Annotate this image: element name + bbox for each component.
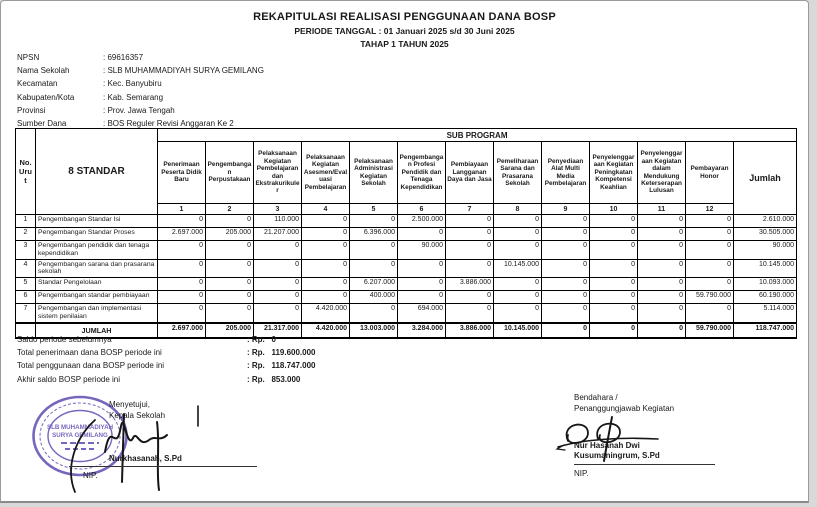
value-col-2: 0 [206, 241, 254, 260]
summary-label: Akhir saldo BOSP periode ini [17, 374, 121, 384]
treasurer-role-label-2: Penanggungjawab Kegiatan [574, 404, 675, 413]
total-col-7: 3.886.000 [446, 323, 494, 338]
value-col-2: 0 [206, 291, 254, 304]
value-col-1: 0 [158, 278, 206, 291]
table-row [16, 259, 797, 278]
standar-name: Pengembangan dan implementasi sistem penilaian [36, 304, 158, 323]
info-label: Kecamatan [17, 79, 58, 89]
column-header-standar: 8 STANDAR [36, 129, 158, 215]
value-col-10: 0 [590, 291, 638, 304]
value-col-10: 0 [590, 215, 638, 228]
column-header-no: No. Urut [16, 129, 36, 215]
value-col-9: 0 [542, 259, 590, 278]
column-number-4: 4 [302, 204, 350, 215]
table-row [16, 241, 797, 260]
value-col-11: 0 [638, 291, 686, 304]
summary-row [17, 335, 316, 348]
summary-row [17, 348, 316, 361]
value-col-5: 0 [350, 241, 398, 260]
column-header-subprogram-12: Pembayaran Honor [686, 142, 734, 204]
total-col-6: 3.284.000 [398, 323, 446, 338]
value-col-2: 0 [206, 259, 254, 278]
value-col-12: 0 [686, 215, 734, 228]
grand-total: 118.747.000 [734, 323, 797, 338]
value-col-8: 0 [494, 304, 542, 323]
report-period: PERIODE TANGGAL : 01 Januari 2025 s/d 30 Juni 2025 [294, 26, 515, 36]
total-col-11: 0 [638, 323, 686, 338]
value-col-12: 0 [686, 259, 734, 278]
principal-role-label: Kepala Sekolah [109, 411, 166, 420]
total-col-5: 13.003.000 [350, 323, 398, 338]
value-col-7: 3.886.000 [446, 278, 494, 291]
standar-name: Pengembangan Standar Proses [36, 228, 158, 241]
info-value: : 69616357 [103, 53, 144, 62]
column-number-5: 5 [350, 204, 398, 215]
value-col-3: 0 [254, 304, 302, 323]
stamp-text-line2: SURYA GEMILANG [52, 432, 108, 439]
report-title: REKAPITULASI REALISASI PENGGUNAAN DANA BOSP [253, 11, 556, 23]
principal-name: Nurkhasanah, S.Pd [109, 454, 182, 463]
column-number-10: 10 [590, 204, 638, 215]
value-col-9: 0 [542, 241, 590, 260]
value-col-11: 0 [638, 228, 686, 241]
value-col-10: 0 [590, 278, 638, 291]
standar-name: Pengembangan standar pembiayaan [36, 291, 158, 304]
value-col-6: 90.000 [398, 241, 446, 260]
value-col-6: 0 [398, 278, 446, 291]
value-col-7: 0 [446, 215, 494, 228]
total-col-10: 0 [590, 323, 638, 338]
column-header-subprogram-1: Penerimaan Peserta Didik Baru [158, 142, 206, 204]
info-row [17, 79, 264, 92]
table-row [16, 228, 797, 241]
value-col-5: 0 [350, 304, 398, 323]
value-col-7: 0 [446, 304, 494, 323]
treasurer-name-line2: Kusumaningrum, S.Pd [574, 451, 660, 460]
column-header-subprogram-8: Pemeliharaan Sarana dan Prasarana Sekolah [494, 142, 542, 204]
info-label: Sumber Dana [17, 118, 67, 128]
column-number-8: 8 [494, 204, 542, 215]
value-col-11: 0 [638, 241, 686, 260]
treasurer-nip-label: NIP. [574, 469, 589, 478]
standar-name: Pengembangan pendidik dan tenaga kependidikan [36, 241, 158, 260]
table-row [16, 278, 797, 291]
column-header-subprogram-3: Pelaksanaan Kegiatan Pembelajaran dan Ekstrakurikuler [254, 142, 302, 204]
value-col-10: 0 [590, 259, 638, 278]
value-col-7: 0 [446, 228, 494, 241]
value-col-3: 0 [254, 241, 302, 260]
row-total: 30.505.000 [734, 228, 797, 241]
value-col-12: 0 [686, 278, 734, 291]
total-col-2: 205.000 [206, 323, 254, 338]
total-col-12: 59.790.000 [686, 323, 734, 338]
info-label: Nama Sekolah [17, 66, 70, 76]
table-row [16, 215, 797, 228]
value-col-1: 0 [158, 304, 206, 323]
summary-value: : Rp. 119.600.000 [247, 348, 316, 358]
column-header-jumlah: Jumlah [734, 142, 797, 215]
value-col-7: 0 [446, 241, 494, 260]
total-label: JUMLAH [36, 323, 158, 338]
column-number-9: 9 [542, 204, 590, 215]
value-col-7: 0 [446, 291, 494, 304]
value-col-2: 0 [206, 215, 254, 228]
value-col-8: 10.145.000 [494, 259, 542, 278]
row-number: 5 [16, 278, 36, 291]
info-value: : BOS Reguler Revisi Anggaran Ke 2 [103, 118, 234, 128]
value-col-1: 0 [158, 215, 206, 228]
row-number: 1 [16, 215, 36, 228]
value-col-3: 21.207.000 [254, 228, 302, 241]
value-col-4: 0 [302, 228, 350, 241]
signature-block-treasurer [574, 392, 734, 478]
value-col-4: 4.420.000 [302, 304, 350, 323]
total-col-8: 10.145.000 [494, 323, 542, 338]
info-row [17, 106, 264, 119]
summary-value: : Rp. 118.747.000 [247, 361, 316, 371]
info-label: NPSN [17, 53, 40, 62]
value-col-8: 0 [494, 228, 542, 241]
report-header [1, 11, 808, 49]
info-label: Provinsi [17, 105, 46, 115]
table-header-group-row [16, 129, 797, 142]
value-col-4: 0 [302, 259, 350, 278]
summary-block [17, 335, 316, 388]
row-number: 6 [16, 291, 36, 304]
row-total: 5.114.000 [734, 304, 797, 323]
value-col-9: 0 [542, 304, 590, 323]
row-number: 2 [16, 228, 36, 241]
value-col-9: 0 [542, 278, 590, 291]
school-info [17, 53, 264, 132]
table-row [16, 304, 797, 323]
value-col-3: 0 [254, 278, 302, 291]
value-col-12: 0 [686, 228, 734, 241]
summary-value: : Rp. 853.000 [247, 374, 301, 384]
value-col-6: 2.500.000 [398, 215, 446, 228]
column-header-subprogram-7: Pembiayaan Langganan Daya dan Jasa [446, 142, 494, 204]
value-col-1: 0 [158, 259, 206, 278]
value-col-11: 0 [638, 215, 686, 228]
value-col-5: 0 [350, 259, 398, 278]
summary-value: : Rp. 0 [247, 335, 276, 344]
value-col-6: 0 [398, 291, 446, 304]
value-col-5: 6.207.000 [350, 278, 398, 291]
value-col-11: 0 [638, 278, 686, 291]
value-col-2: 205.000 [206, 228, 254, 241]
row-total: 10.093.000 [734, 278, 797, 291]
summary-label: Total penerimaan dana BOSP periode ini [17, 348, 162, 358]
column-header-subprogram-11: Penyelenggaraan Kegiatan dalam Mendukung Keterserapan Lulusan [638, 142, 686, 204]
summary-row [17, 361, 316, 374]
column-number-6: 6 [398, 204, 446, 215]
value-col-10: 0 [590, 241, 638, 260]
row-number: 7 [16, 304, 36, 323]
row-total: 60.190.000 [734, 291, 797, 304]
treasurer-role-label-1: Bendahara / [574, 393, 618, 402]
realization-table [15, 128, 797, 339]
column-number-1: 1 [158, 204, 206, 215]
value-col-3: 0 [254, 291, 302, 304]
value-col-12: 0 [686, 241, 734, 260]
value-col-11: 0 [638, 304, 686, 323]
info-value: : Kec. Banyubiru [103, 79, 162, 89]
approval-label: Menyetujui, [109, 400, 150, 409]
value-col-9: 0 [542, 228, 590, 241]
column-number-7: 7 [446, 204, 494, 215]
column-header-subprogram-10: Penyelenggaraan Kegiatan Peningkatan Kompetensi Keahlian [590, 142, 638, 204]
value-col-9: 0 [542, 215, 590, 228]
standar-name: Pengembangan sarana dan prasarana sekolah [36, 259, 158, 278]
value-col-4: 0 [302, 278, 350, 291]
value-col-3: 0 [254, 259, 302, 278]
row-total: 2.610.000 [734, 215, 797, 228]
info-value: : SLB MUHAMMADIYAH SURYA GEMILANG [103, 66, 264, 76]
total-col-9: 0 [542, 323, 590, 338]
value-col-9: 0 [542, 291, 590, 304]
row-number: 4 [16, 259, 36, 278]
value-col-1: 2.697.000 [158, 228, 206, 241]
stamp-text-line1: SLB MUHAMMADIYAH [46, 424, 114, 431]
value-col-6: 694.000 [398, 304, 446, 323]
treasurer-name-line1: Nur Hasanah Dwi [574, 441, 640, 450]
signature-line [574, 464, 715, 465]
value-col-12: 59.790.000 [686, 291, 734, 304]
info-value: : Kab. Semarang [103, 92, 164, 102]
summary-row [17, 375, 316, 388]
column-number-12: 12 [686, 204, 734, 215]
standar-name: Pengembangan Standar Isi [36, 215, 158, 228]
value-col-4: 0 [302, 291, 350, 304]
row-total: 10.145.000 [734, 259, 797, 278]
column-number-11: 11 [638, 204, 686, 215]
value-col-10: 0 [590, 304, 638, 323]
total-col-4: 4.420.000 [302, 323, 350, 338]
value-col-8: 0 [494, 241, 542, 260]
report-stage: TAHAP 1 TAHUN 2025 [360, 39, 449, 49]
column-header-subprogram-group: SUB PROGRAM [158, 129, 797, 142]
value-col-5: 400.000 [350, 291, 398, 304]
value-col-11: 0 [638, 259, 686, 278]
column-header-subprogram-5: Pelaksanaan Administrasi Kegiatan Sekolah [350, 142, 398, 204]
table-row [16, 291, 797, 304]
value-col-8: 0 [494, 278, 542, 291]
signature-line [69, 466, 257, 467]
standar-name: Standar Pengelolaan [36, 278, 158, 291]
value-col-3: 110.000 [254, 215, 302, 228]
total-col-3: 21.317.000 [254, 323, 302, 338]
value-col-5: 6.396.000 [350, 228, 398, 241]
info-value: : Prov. Jawa Tengah [103, 105, 175, 115]
value-col-6: 0 [398, 259, 446, 278]
value-col-12: 0 [686, 304, 734, 323]
column-header-subprogram-4: Pelaksanaan Kegiatan Asesmen/Evaluasi Pembelajaran [302, 142, 350, 204]
total-col-1: 2.697.000 [158, 323, 206, 338]
value-col-10: 0 [590, 228, 638, 241]
column-number-3: 3 [254, 204, 302, 215]
info-row [17, 66, 264, 79]
info-row [17, 53, 264, 66]
value-col-1: 0 [158, 241, 206, 260]
value-col-4: 0 [302, 241, 350, 260]
column-header-subprogram-6: Pengembangan Profesi Pendidik dan Tenaga Kependidikan [398, 142, 446, 204]
value-col-2: 0 [206, 304, 254, 323]
summary-label: Total penggunaan dana BOSP periode ini [17, 361, 165, 371]
value-col-6: 0 [398, 228, 446, 241]
value-col-8: 0 [494, 291, 542, 304]
info-row [17, 93, 264, 106]
column-number-2: 2 [206, 204, 254, 215]
row-total: 90.000 [734, 241, 797, 260]
principal-nip-label: NIP. [83, 471, 98, 480]
summary-label: Saldo periode sebelumnya [17, 335, 112, 344]
value-col-4: 0 [302, 215, 350, 228]
value-col-7: 0 [446, 259, 494, 278]
column-header-subprogram-9: Penyediaan Alat Multi Media Pembelajaran [542, 142, 590, 204]
row-number: 3 [16, 241, 36, 260]
column-header-subprogram-2: Pengembangan Perpustakaan [206, 142, 254, 204]
signature-block-principal [83, 399, 303, 480]
value-col-1: 0 [158, 291, 206, 304]
value-col-8: 0 [494, 215, 542, 228]
info-label: Kabupaten/Kota [17, 92, 75, 102]
value-col-2: 0 [206, 278, 254, 291]
value-col-5: 0 [350, 215, 398, 228]
